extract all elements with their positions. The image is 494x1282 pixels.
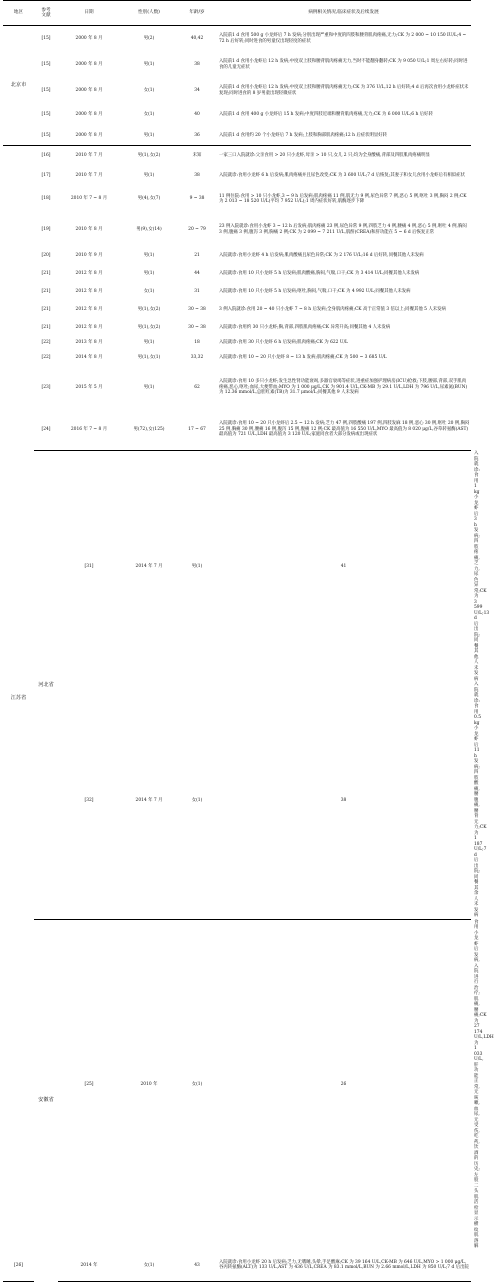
- header-region: 地区: [3, 1, 34, 26]
- date-cell: 2014 年 7 月: [135, 797, 163, 803]
- age-cell: 18: [194, 339, 200, 345]
- date-cell: 2010 年 7 ~ 8 月: [70, 196, 108, 202]
- header-date: 日期: [58, 1, 120, 26]
- desc-cell: 入院就诊:食用 10 只小龙虾 5 h 后发病;呕吐,胸闷,气喘,口干;CK 为 4 992 U/L;同餐其他人未发病: [219, 288, 411, 294]
- sex-cell: 男(1),女(2): [137, 324, 161, 330]
- ref-cell: [15]: [41, 87, 51, 93]
- table-row: [3, 78, 471, 104]
- desc-cell: 入院就诊:食用小龙虾 20 h 后发病;乏力,无嗜睡,头晕,手足酸麻;CK 为 39 164 U/L,CK-MB 为 646 U/L,MYO > 1 000 μg/L,谷丙转氨酶(ALT)为 133 U/L,AST 为 436 U/L,CREA 为 83.1 mmol/L,BUN 为 2.66 mmol/L,LDH 为 850 U/L;7 d 后出院: [216, 1250, 471, 1282]
- age-cell: 43: [178, 1250, 216, 1282]
- date-cell: 2000 年 8 月: [75, 132, 103, 138]
- age-cell: 40,42: [190, 36, 204, 41]
- ref-cell: [18]: [41, 196, 51, 202]
- age-cell: 30 ~ 38: [188, 306, 206, 312]
- date-cell: 2014 年 8 月: [75, 354, 103, 360]
- sex-cell: 男(72),女(125): [133, 426, 165, 432]
- date-cell: 2013 年 8 月: [75, 339, 103, 345]
- date-cell: 2015 年 5 月: [75, 384, 103, 390]
- age-cell: 20 ~ 79: [188, 226, 206, 232]
- desc-cell: 入院前1 d 食用小龙虾后 12 h 发病;中度双上肢和腰背肌肉疼痛无力,当时不能翻身翻转;CK 为 9 050 U/L;1 周左右好转;同时进食的儿童无症状: [219, 59, 468, 70]
- sex-cell: 男(1): [143, 252, 155, 258]
- age-cell: 41: [216, 451, 471, 683]
- sex-cell: 男(1): [143, 339, 155, 345]
- age-cell: 30 ~ 38: [188, 324, 206, 330]
- ref-cell: [24]: [41, 426, 51, 432]
- age-cell: 38: [194, 172, 200, 178]
- ref-cell: [15]: [41, 61, 51, 67]
- date-cell: 2010 年 7 月: [75, 172, 103, 178]
- table-row: [3, 409, 471, 451]
- age-cell: 17 ~ 67: [188, 426, 206, 432]
- ref-cell: [22]: [41, 354, 51, 360]
- table-row: [3, 337, 471, 349]
- sex-cell: 男(1),女(2): [137, 306, 161, 312]
- sex-cell: 男(1),女(1): [137, 354, 161, 360]
- ref-cell: [21]: [41, 288, 51, 294]
- sex-cell: 男(1): [143, 270, 155, 276]
- age-cell: 34: [194, 87, 200, 93]
- table-row: [3, 213, 471, 247]
- header-row: [3, 1, 471, 26]
- desc-cell: 入院就诊:食用 10 ~ 20 只小龙虾后 2.5 ~ 12 h 发病;乏力 47 例,四肢酸痛 197 例,四肢发麻 18 例,恶心 30 例,呕吐 20 例,胸闷 25 例,胸痛 30 例,腰痛 16 例,腹泻 15 例,腹痛 12 例;CK 最高值为 16 550 U/L,MYO 最高值为 8 020 μg/L,谷草转氨酶(AST)最高值为 721 U/L,LDH 最高值为 3 120 U/L;家庭同食者大部分发病或出现症状: [219, 421, 470, 437]
- sex-cell: 男(1): [143, 61, 155, 67]
- age-cell: 31: [194, 288, 200, 294]
- region-cell: 安徽省: [34, 919, 58, 1282]
- ref-cell: [23]: [41, 384, 51, 390]
- sex-cell: 女(1): [120, 1250, 178, 1282]
- age-cell: 40: [194, 111, 200, 117]
- age-cell: 36: [194, 132, 200, 138]
- date-cell: 2012 年 8 月: [75, 288, 103, 294]
- sex-cell: 男(1): [178, 451, 216, 683]
- header-desc: 病例相关情况,临床症状及后续发展: [216, 1, 471, 26]
- case-table: [3, 0, 494, 1282]
- ref-cell: [25]: [58, 919, 120, 1250]
- age-cell: 44: [194, 270, 200, 276]
- date-cell: 2014 年: [58, 1250, 120, 1282]
- table-row: [3, 1250, 471, 1282]
- date-cell: 2012 年 8 月: [75, 270, 103, 276]
- ref-cell: [21]: [41, 306, 51, 312]
- age-cell: 26: [216, 919, 471, 1250]
- table-row: [3, 247, 471, 265]
- sex-cell: 女(1): [143, 111, 155, 117]
- header-age: 年龄/岁: [178, 1, 216, 26]
- sex-cell: 女(1): [178, 919, 216, 1250]
- header-ref: 参考 文献: [34, 1, 58, 26]
- date-cell: 2000 年 8 月: [75, 36, 103, 41]
- ref-cell: [15]: [41, 36, 51, 41]
- desc-cell: 入院就诊:食用 30 只小龙虾 6 h 后发病;肌肉疼痛;CK 为 622 U/L: [219, 339, 348, 345]
- table-row: [3, 104, 471, 126]
- date-cell: 2010 年: [120, 919, 178, 1250]
- date-cell: 2010 年 7 月: [58, 146, 120, 166]
- date-cell: 2012 年 8 月: [75, 306, 103, 312]
- date-cell: 2010 年 8 月: [75, 226, 103, 232]
- table-row: [3, 265, 471, 283]
- ref-cell: [20]: [41, 252, 51, 258]
- table-row: [3, 52, 471, 78]
- desc-cell: 入院就诊:食用 10 多只小龙虾;发生急性肾功能衰竭,多器官衰竭等症状,进重症加强护理病房(ICU)抢救;下肢,腰部,背部,双手肌肉疼痛,恶心,呕吐;血尿,大便带血;MYO 为 1 000 μg/L,CK 为 901.4 U/L,CK-MB 为 29.1 U/L,LDH 为 796 U/L,尿素氮(BUN)为 12.36 mmol/L,总胆红素(TB)为 31.7 μmol/L;同餐其他 9 人未发病: [219, 379, 468, 396]
- ref-cell: [19]: [41, 226, 51, 232]
- sex-cell: 男(2): [143, 36, 155, 41]
- table-row: [3, 349, 471, 367]
- age-cell: 38: [194, 61, 200, 67]
- table-row: [3, 367, 471, 409]
- ref-cell: [22]: [41, 339, 51, 345]
- desc-cell: 23 例入院就诊:食用小龙虾 3 ~ 12 h 后发病;肌肉疼痛 23 例,尿色异常 9 例,四肢乏力 4 例,腰痛 4 例,恶心 5 例,呕吐 4 例,胸闷 3 例,腹痛 3 例,腹泻 3 例,胸痛 2 例;CK 为 2 099 ~ 7 211 U/L,肌酐(CREA)和肝功能在 5 ~ 6 d 后恢复正常: [219, 224, 467, 235]
- ref-cell: [32]: [84, 797, 94, 803]
- desc-cell: 3 例入院就诊:食用 20 ~ 40 只小龙虾 7 ~ 8 h 后发病;全身肌肉疼痛;CK 高于正常值 3 倍以上;同餐其他 5 人未发病: [219, 306, 446, 312]
- table-row: [3, 283, 471, 301]
- desc-cell: 入院就诊:食用小龙虾 6 h 后发病;肌肉疼痛并且尿色改变;CK 为 3 600 U/L;7 d 后恢复;其妻子和女儿食用小龙虾后有相似症状: [219, 172, 465, 178]
- sex-cell: 男(1),女(2): [120, 146, 178, 166]
- age-cell: 9 ~ 38: [189, 196, 205, 202]
- sex-cell: 女(1): [143, 288, 155, 294]
- sex-cell: 男(1): [143, 384, 155, 390]
- desc-cell: 入院就诊:食用约 30 只小龙虾;胸,背部,四肢肌肉疼痛;CK 异常升高;同餐其他 4 人未发病: [219, 324, 391, 330]
- ref-cell: [21]: [41, 270, 51, 276]
- desc-cell: 入院前1 d 食用 500 g 小龙虾后 7 h 发病;分别出现严重和中度的四肢和腰背肌肉疼痛,无力;CK 为 2 000 ~ 10 150 IU/L;4 ~ 72 h 后好转;同时进食的男童仅出现轻度的症状: [219, 33, 467, 44]
- age-cell: 62: [194, 384, 200, 390]
- ref-cell: [15]: [41, 132, 51, 138]
- date-cell: 2000 年 8 月: [75, 111, 103, 117]
- table-row: [3, 146, 471, 166]
- desc-cell: 入院就诊:食用小龙虾 4 h 后发病;肌肉酸痛且尿色异常;CK 为 2 176 U/L;16 d 后好转,同餐其他人未发病: [219, 252, 424, 258]
- ref-cell: [26]: [3, 1250, 34, 1282]
- ref-cell: [15]: [41, 111, 51, 117]
- desc-cell: 一家三口入院就诊:父亲食用 > 20 只小龙虾,母亲 > 10 只,女儿 2 只;均为全身酸痛,背部及四肢肌肉疼痛明显: [216, 146, 471, 166]
- table-row: [3, 26, 471, 52]
- table-row: [3, 126, 471, 146]
- table-row: [32] 2014 年 7 月 女(1) 38 入院就诊:食用 0.5 kg 小龙虾后 11 h 发病;四肢酸痛,腰腹痛,腰背无力;CK 为 1 187 U/L;7 d 后出院;同餐其余人未发病: [3, 682, 471, 919]
- header-sex: 性别(人数): [120, 1, 178, 26]
- ref-cell: [31]: [58, 451, 120, 683]
- sex-cell: 男(1): [143, 132, 155, 138]
- date-cell: 2000 年 8 月: [75, 61, 103, 67]
- age-cell: 21: [194, 252, 200, 258]
- age-cell: 33,32: [190, 354, 204, 360]
- desc-cell: 入院前1 d 食用小龙虾后 12 h 发病;中度双上肢和腰背肌肉疼痛无力;CK 为 376 U/L,12 h 后好转;4 d 后再次食用小龙虾症状未复现;同时进食的 8 岁男童出现轻微症状: [219, 85, 469, 96]
- age-cell: 38: [340, 797, 347, 803]
- desc-cell: 入院就诊:食用 10 只小龙虾 5 h 后发病;肌肉酸痛,胸闷,气喘,口干;CK 为 3 414 U/L;同餐其他人未发病: [219, 270, 420, 276]
- desc-cell: 入院前1 d 食用约 20 个小龙虾后 7 h 发病;上肢和胸部肌肉疼痛;12 h 后症状明显好转: [219, 132, 388, 138]
- table-row: 河北省 [31] 2014 年 7 月 男(1) 41 入院就诊:食用 1 kg 小龙虾后 3 h 发病;四肢疼痛,乏力,尿色异常;CK 为 3 599 U/L;13 d 后出院;同餐其他人未发病: [3, 451, 471, 683]
- sex-cell: 女(1): [191, 797, 203, 803]
- date-cell: 2000 年 8 月: [75, 87, 103, 93]
- table-row: [3, 319, 471, 337]
- desc-cell: 入院前1 d 食用 400 g 小龙虾后 15 h 发病;中度四肢近端和腰背肌肉疼痛,无力;CK 为 6 000 U/L;6 h 后好转: [219, 111, 433, 117]
- date-cell: 2012 年 8 月: [75, 324, 103, 330]
- table-row: [3, 301, 471, 319]
- ref-cell: [21]: [41, 324, 51, 330]
- sex-cell: 男(4),女(7): [137, 196, 161, 202]
- date-cell: 2016 年 7 ~ 8 月: [70, 426, 108, 432]
- sex-cell: 男(9),女(14): [136, 226, 162, 232]
- table-row: 安徽省 [25] 2010 年 女(1) 26 食用小龙虾后发病,入院进行治疗;肌痛,腰痛;CK 为 27 174 U/L,LDH 为 1 033 U/L,肝功能正常,无咳嗽,血尿,无受伤,吃药,饮酒的历史;左股二头肌活检显示横纹肌溶解: [3, 919, 471, 1250]
- desc-cell: 11 例住院:食用 > 10 只小龙虾,3 ~ 9 h 后发病;肌肉疼痛 11 例,肌无力 9 例,尿色异常 7 例,恶心 5 例,呕吐 3 例,胸闷 2 例;CK 为 2 013 ~ 18 520 U/L(平均 7 952 U/L);1 周内症状好转,肌酶逐步下降: [219, 193, 467, 204]
- date-cell: 2014 年 7 月: [120, 451, 178, 683]
- sex-cell: 女(1): [143, 87, 155, 93]
- age-cell: 未知: [178, 146, 216, 166]
- desc-cell: 入院就诊:食用 10 ~ 20 只小龙虾 8 ~ 13 h 发病;肌肉疼痛;CK 为 500 ~ 3 685 U/L: [219, 354, 387, 360]
- region-cell: 河北省: [34, 451, 58, 920]
- ref-cell: [17]: [41, 172, 51, 178]
- table-row: [3, 166, 471, 186]
- sex-cell: 男(1): [143, 172, 155, 178]
- region-cell: 江苏省: [3, 146, 34, 1250]
- date-cell: 2010 年 9 月: [75, 252, 103, 258]
- region-cell: 北京市: [10, 82, 27, 89]
- table-row: [3, 186, 471, 213]
- ref-cell: [16]: [34, 146, 58, 166]
